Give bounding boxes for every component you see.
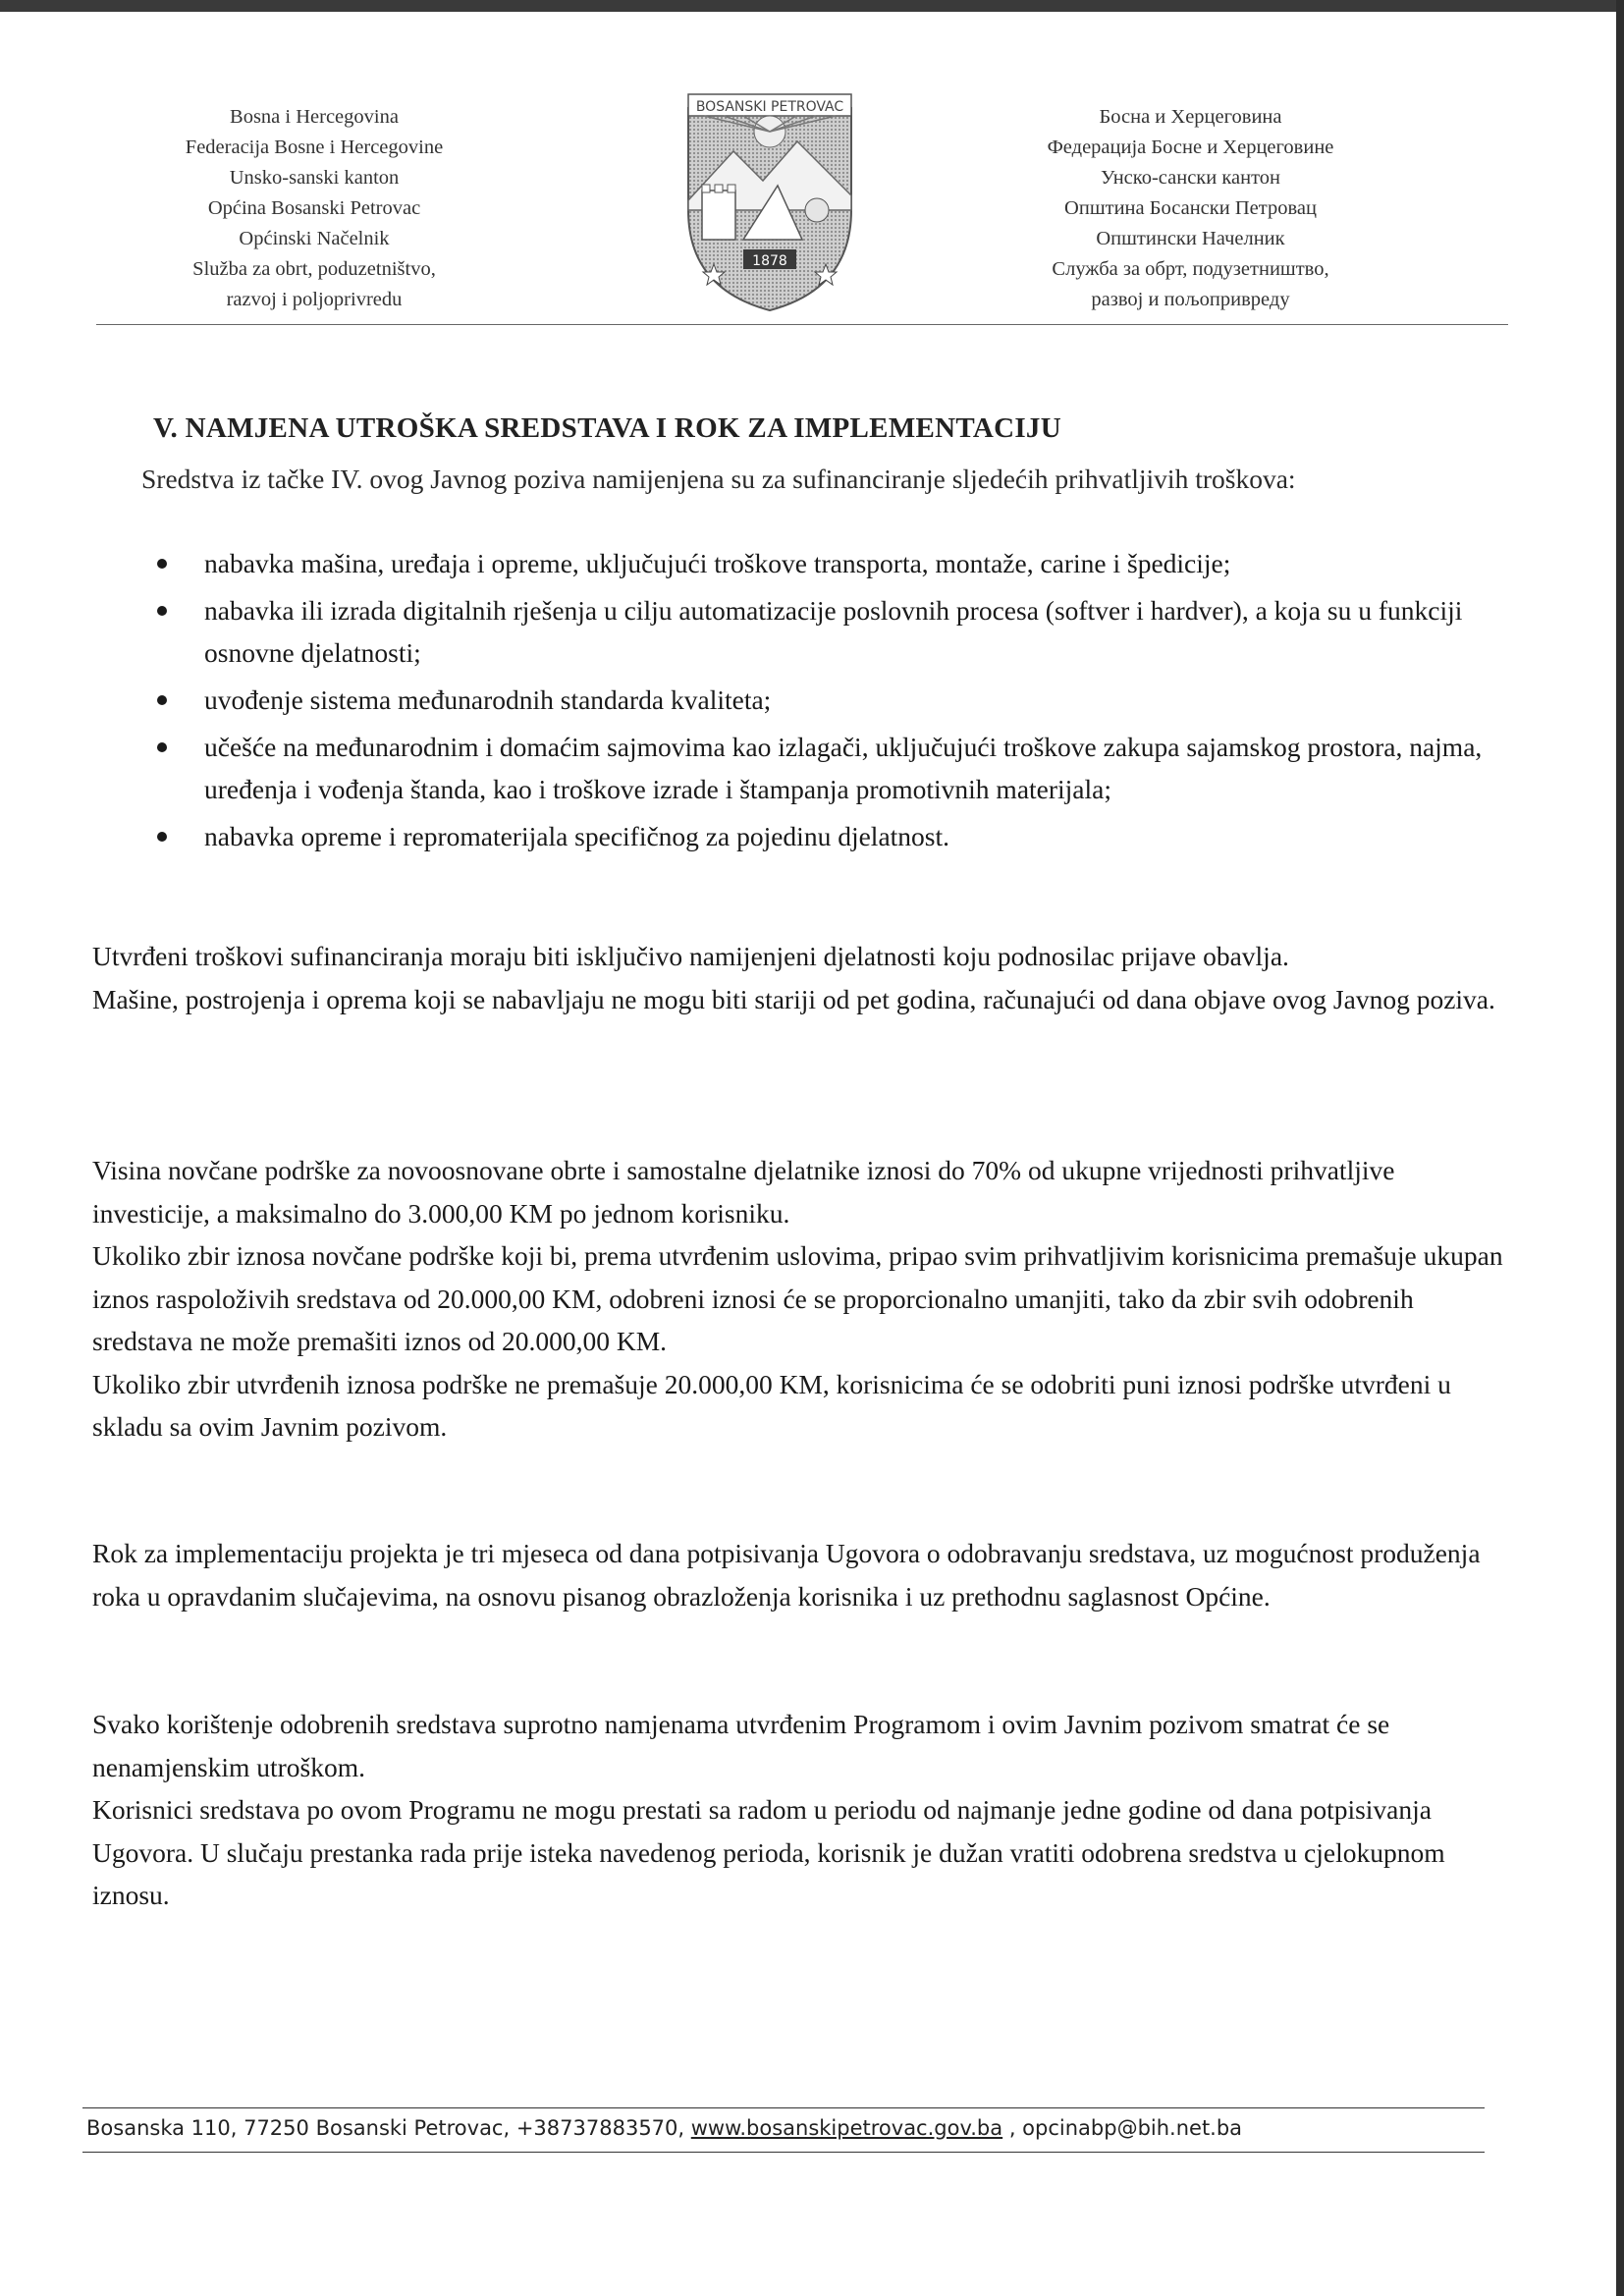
list-item: nabavka ili izrada digitalnih rješenja u cilju automatizacije poslovnih procesa (softver i hardver), a koja su u funkciji osnovne djelatnosti; [157,589,1502,674]
paragraph: Mašine, postrojenja i oprema koji se nabavljaju ne mogu biti stariji od pet godina, računajući od dana objave ovog Javnog poziva. [92,983,1495,1014]
footer-contact [86,2116,1481,2140]
letterhead-line: Unsko-sanski kanton [229,167,400,189]
letterhead-line: Општина Босански Петровац [1064,197,1317,219]
eligible-costs-list [157,542,1502,862]
footer-address: Bosanska 110, 77250 Bosanski Petrovac, +38737883570, [86,2116,691,2140]
paragraph: Utvrđeni troškovi sufinanciranja moraju biti isključivo namijenjeni djelatnosti koju podnosilac prijave obavlja. [92,941,1289,971]
paragraph-block-costs [92,935,1506,1020]
letterhead-line: Босна и Херцеговина [1099,106,1282,128]
letterhead-line: Општински Начелник [1096,228,1285,249]
letterhead-line: Служба за обрт, подузетништво, [1052,258,1329,280]
letterhead-line: Općinski Načelnik [239,228,390,249]
letterhead-line: Bosna i Hercegovina [230,106,399,128]
scan-top-border [0,0,1624,12]
footer-website-link[interactable]: www.bosanskipetrovac.gov.ba [690,2116,1003,2140]
footer-separator: , [1002,2116,1023,2140]
paragraph-block-support [92,1149,1506,1449]
letterhead-cyrillic [918,102,1463,315]
list-item: uvođenje sistema međunarodnih standarda kvaliteta; [157,679,1502,721]
paragraph-block-deadline [92,1532,1506,1617]
crest-label: BOSANSKI PETROVAC [695,99,844,115]
crest-year: 1878 [752,253,787,269]
letterhead-line: Služba za obrt, poduzetništvo, [192,258,436,280]
paragraph: Rok za implementaciju projekta je tri mjeseca od dana potpisivanja Ugovora o odobravanju sredstava, uz mogućnost produženja roka u opravdanim slučajevima, na osnovu pisanog obrazloženja korisnika i uz prethodnu saglasnost Općine. [92,1538,1481,1612]
municipality-crest-icon [684,92,855,312]
scan-right-border [1616,0,1624,2296]
list-item: nabavka mašina, uređaja i opreme, uključujući troškove transporta, montaže, carine i špedicije; [157,542,1502,584]
section-title: V. NAMJENA UTROŠKA SREDSTAVA I ROK ZA IMPLEMENTACIJU [153,412,1061,444]
paragraph: Ukoliko zbir iznosa novčane podrške koji bi, prema utvrđenim uslovima, pripao svim prihvatljivim korisnicima premašuje ukupan iznos raspoloživih sredstava od 20.000,00 KM, odobreni iznosi će se proporcionalno umanjiti, tako da zbir svih odobrenih sredstava ne može premašiti iznos od 20.000,00 KM. [92,1240,1503,1356]
paragraph: Ukoliko zbir utvrđenih iznosa podrške ne premašuje 20.000,00 KM, korisnicima će se odobriti puni iznosi podrške utvrđeni u skladu sa ovim Javnim pozivom. [92,1368,1451,1442]
paragraph: Korisnici sredstava po ovom Programu ne mogu prestati sa radom u periodu od najmanje jedne godine od dana potpisivanja Ugovora. U slučaju prestanka rada prije isteka navedenog perioda, korisnik je dužan vratiti odobrena sredstva u cjelokupnom iznosu. [92,1794,1445,1910]
footer-divider-top [82,2107,1485,2108]
letterhead-line: razvoj i poljoprivredu [226,289,403,310]
footer-email: opcinabp@bih.net.ba [1022,2116,1243,2140]
letterhead-line: Унско-сански кантон [1101,167,1280,189]
paragraph-block-obligations [92,1703,1506,1917]
letterhead-latin [88,102,540,315]
letterhead-line: развој и пољопривреду [1091,289,1290,310]
list-item: učešće na međunarodnim i domaćim sajmovima kao izlagači, uključujući troškove zakupa sajamskog prostora, najma, uređenja i vođenja štanda, kao i troškove izrade i štampanja promotivnih materijala; [157,726,1502,810]
paragraph: Svako korištenje odobrenih sredstava suprotno namjenama utvrđenim Programom i ovim Javnim pozivom smatrat će se nenamjenskim utroškom. [92,1709,1390,1782]
section-intro: Sredstva iz tačke IV. ovog Javnog poziva namijenjena su za sufinanciranje sljedećih prihvatljivih troškova: [141,464,1296,494]
letterhead-line: Федерација Босне и Херцеговине [1047,137,1334,158]
paragraph: Visina novčane podrške za novoosnovane obrte i samostalne djelatnike iznosi do 70% od ukupne vrijednosti prihvatljive investicije, a maksimalno do 3.000,00 KM po jednom korisniku. [92,1155,1395,1229]
letterhead-divider [96,324,1508,325]
footer-divider-bottom [82,2152,1485,2153]
list-item: nabavka opreme i repromaterijala specifičnog za pojedinu djelatnost. [157,815,1502,857]
letterhead-line: Federacija Bosne i Hercegovine [185,137,444,158]
letterhead-line: Općina Bosanski Petrovac [207,197,421,219]
